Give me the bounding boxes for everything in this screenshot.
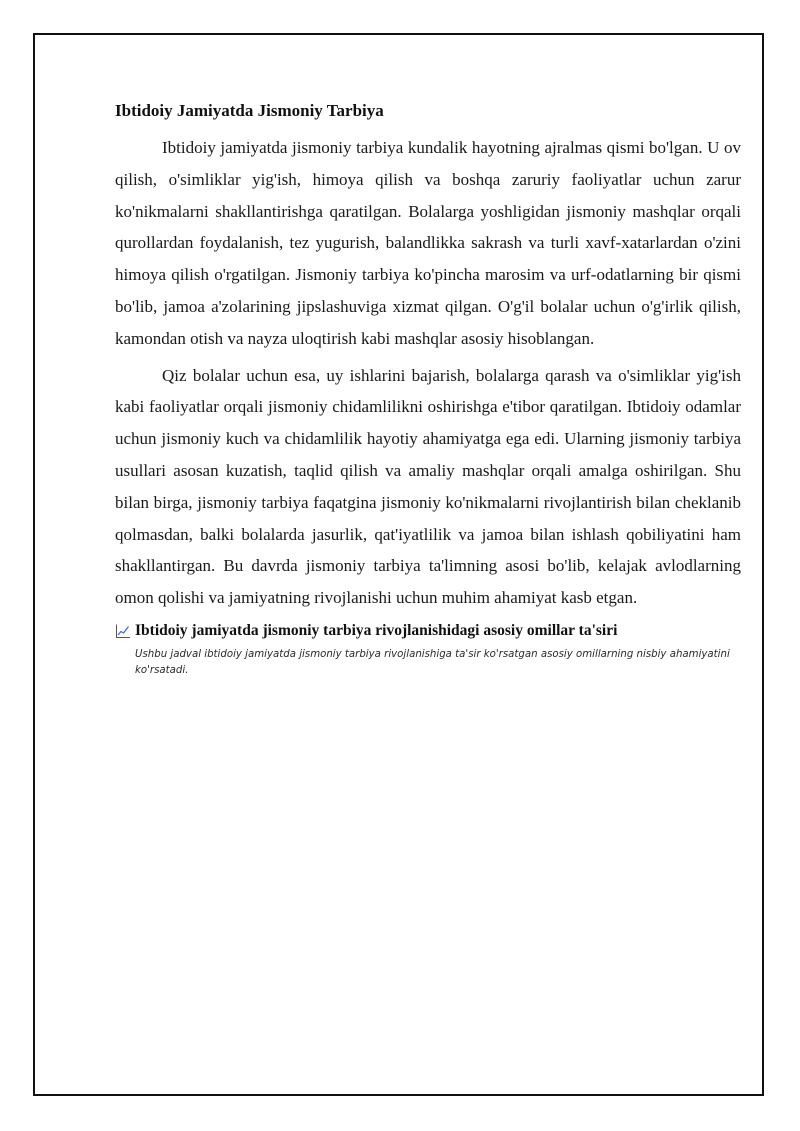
figure-heading-text: Ibtidoiy jamiyatda jismoniy tarbiya rivojlanishidagi asosiy omillar ta'siri <box>135 621 618 639</box>
chart-increasing-icon <box>115 623 131 639</box>
figure-caption: Ushbu jadval ibtidoiy jamiyatda jismoniy tarbiya rivojlanishiga ta'sir ko'rsatgan asosiy omillarning nisbiy ahamiyatini ko'rsatadi. <box>135 648 730 676</box>
paragraph-1: Ibtidoiy jamiyatda jismoniy tarbiya kundalik hayotning ajralmas qismi bo'lgan. U ov qilish, o'simliklar yig'ish, himoya qilish va boshqa zaruriy faoliyatlar uchun zarur ko'nikmalarni shakllantirishga qaratilgan. Bolalarga yoshligidan jismoniy mashqlar orqali qurollardan foydalanish, tez yugurish, balandlikka sakrash va turli xavf-xatarlardan o'zini himoya qilish o'rgatilgan. Jismoniy tarbiya ko'pincha marosim va urf-odatlarning bir qismi bo'lib, jamoa a'zolarining jipslashuviga xizmat qilgan. O'g'il bolalar uchun o'g'irlik qilish, kamondan otish va nayza uloqtirish kabi mashqlar asosiy hisoblangan. <box>115 138 741 348</box>
document-title: Ibtidoiy Jamiyatda Jismoniy Tarbiya <box>115 101 384 120</box>
paragraph-2: Qiz bolalar uchun esa, uy ishlarini bajarish, bolalarga qarash va o'simliklar yig'ish kabi faoliyatlar orqali jismoniy chidamlilikni oshirishga e'tibor qaratilgan. Ibtidoiy odamlar uchun jismoniy kuch va chidamlilik hayotiy ahamiyatga ega edi. Ularning jismoniy tarbiya usullari asosan kuzatish, taqlid qilish va amaliy mashqlar orqali amalga oshirilgan. Shu bilan birga, jismoniy tarbiya faqatgina jismoniy ko'nikmalarni rivojlantirish bilan cheklanib qolmasdan, balki bolalarda jasurlik, qat'iyatlilik va jamoa bilan ishlash qobiliyatini ham shakllantirgan. Bu davrda jismoniy tarbiya ta'limning asosi bo'lib, kelajak avlodlarning omon qolishi va jamiyatning rivojlanishi uchun muhim ahamiyat kasb etgan. <box>115 365 741 608</box>
figure-block <box>115 619 741 679</box>
document-body <box>115 98 741 679</box>
figure-heading <box>115 619 741 643</box>
